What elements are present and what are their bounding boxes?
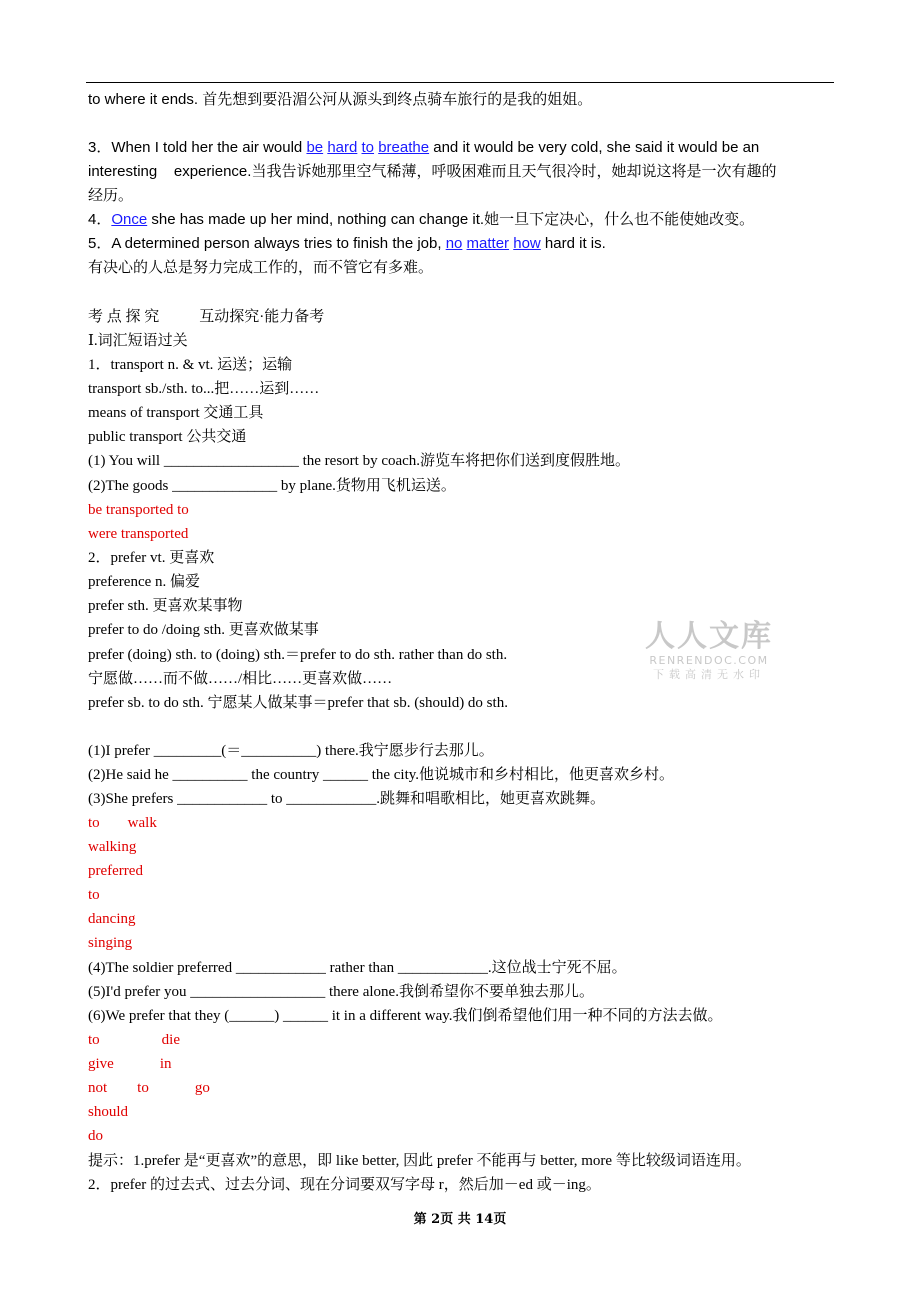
item2-phrase5: 宁愿做……而不做……/相比……更喜欢做…… (88, 671, 393, 687)
sentence-2-end: to where it ends. 首先想到要沿湄公河从源头到终点骑车旅行的是我的姐姐。 (88, 91, 593, 108)
watermark-sub: 下载高清无水印 (653, 668, 765, 681)
item2-phrase2: prefer sth. 更喜欢某事物 (88, 598, 243, 614)
sentence-5-translation: 有决心的人总是努力完成工作的，而不管它有多难。 (88, 260, 434, 276)
sentence-5: 5．A determined person always tries to finish the job, no matter how hard it is. (88, 235, 606, 252)
answer-b4: dancing (88, 911, 136, 927)
tip-1: 提示：1.prefer 是“更喜欢”的意思，即 like better, 因此 prefer 不能再与 better, more 等比较级词语连用。 (88, 1153, 751, 1169)
page-footer: 第 2页 共 14页 (413, 1212, 507, 1227)
item2-phrase3: prefer to do /doing sth. 更喜欢做某事 (88, 622, 319, 638)
answer-row-e: not to go (88, 1080, 210, 1096)
item1-answer2: were transported (88, 526, 189, 542)
link-be[interactable]: be (306, 139, 324, 156)
item1-head: 1．transport n. & vt. 运送；运输 (88, 357, 293, 373)
link-no[interactable]: no (445, 235, 463, 252)
item1-answer1: be transported to (88, 502, 189, 518)
watermark (644, 620, 774, 682)
item1-phrase2: means of transport 交通工具 (88, 405, 264, 421)
link-breathe[interactable]: breathe (378, 139, 430, 156)
item1-phrase3: public transport 公共交通 (88, 429, 247, 445)
item1-phrase1: transport sb./sth. to...把……运到…… (88, 381, 320, 397)
item2-question5: (5)I'd prefer you __________________ there alone.我倒希望你不要单独去那儿。 (88, 984, 594, 1000)
link-once[interactable]: Once (111, 211, 148, 228)
item2-phrase6: prefer sb. to do sth. 宁愿某人做某事＝prefer that sb. (should) do sth. (88, 695, 508, 711)
item2-question6: (6)We prefer that they (______) ______ it in a different way.我们倒希望他们用一种不同的方法去做。 (88, 1008, 723, 1024)
answer-f1: should (88, 1104, 129, 1120)
item2-phrase4: prefer (doing) sth. to (doing) sth.＝prefer to do sth. rather than do sth. (88, 647, 508, 663)
watermark-url: RENRENDOC.COM (649, 654, 769, 667)
item1-question2: (2)The goods ______________ by plane.货物用飞机运送。 (88, 478, 456, 494)
sentence-3-line1: 3．When I told her the air would be hard to breathe and it would be very cold, she said it would be an (88, 139, 760, 156)
sentence-4: 4．Once she has made up her mind, nothing can change it.她一旦下定决心，什么也不能使她改变。 (88, 211, 755, 228)
tip-2: 2．prefer 的过去式、过去分词、现在分词要双写字母 r，然后加－ed 或－ing。 (88, 1177, 601, 1193)
answer-b2: preferred (88, 863, 143, 879)
answer-row-d: give in (88, 1056, 172, 1072)
sentence-3-line3: 经历。 (88, 188, 134, 204)
item2-question4: (4)The soldier preferred ____________ rather than ____________.这位战士宁死不屈。 (88, 960, 627, 976)
answer-f2: do (88, 1128, 103, 1144)
link-matter[interactable]: matter (466, 235, 510, 252)
answer-row-c: to die (88, 1032, 180, 1048)
item2-question2: (2)He said he __________ the country ______ the city.他说城市和乡村相比，他更喜欢乡村。 (88, 767, 675, 783)
part-heading: Ⅰ.词汇短语过关 (88, 333, 188, 349)
link-hard[interactable]: hard (327, 139, 358, 156)
header-rule (86, 82, 834, 83)
item1-question1: (1) You will __________________ the resort by coach.游览车将把你们送到度假胜地。 (88, 453, 631, 469)
answer-b1: walking (88, 839, 137, 855)
answer-b3: to (88, 887, 100, 903)
sentence-3-line2: interesting experience.当我告诉她那里空气稀薄，呼吸困难而且天气很冷时，她却说这将是一次有趣的 (88, 163, 777, 180)
item2-phrase1: preference n. 偏爱 (88, 574, 201, 590)
item2-question1: (1)I prefer _________(＝__________) there.我宁愿步行去那儿。 (88, 743, 494, 759)
link-to[interactable]: to (361, 139, 375, 156)
watermark-title: 人人文库 (645, 619, 773, 654)
section-heading: 考 点 探 究 互动探究·能力备考 (88, 309, 325, 325)
answer-b5: singing (88, 935, 133, 951)
link-how[interactable]: how (513, 235, 541, 252)
answer-row-a: to walk (88, 815, 157, 831)
item2-head: 2．prefer vt. 更喜欢 (88, 550, 215, 566)
item2-question3: (3)She prefers ____________ to ____________.跳舞和唱歌相比，她更喜欢跳舞。 (88, 791, 606, 807)
